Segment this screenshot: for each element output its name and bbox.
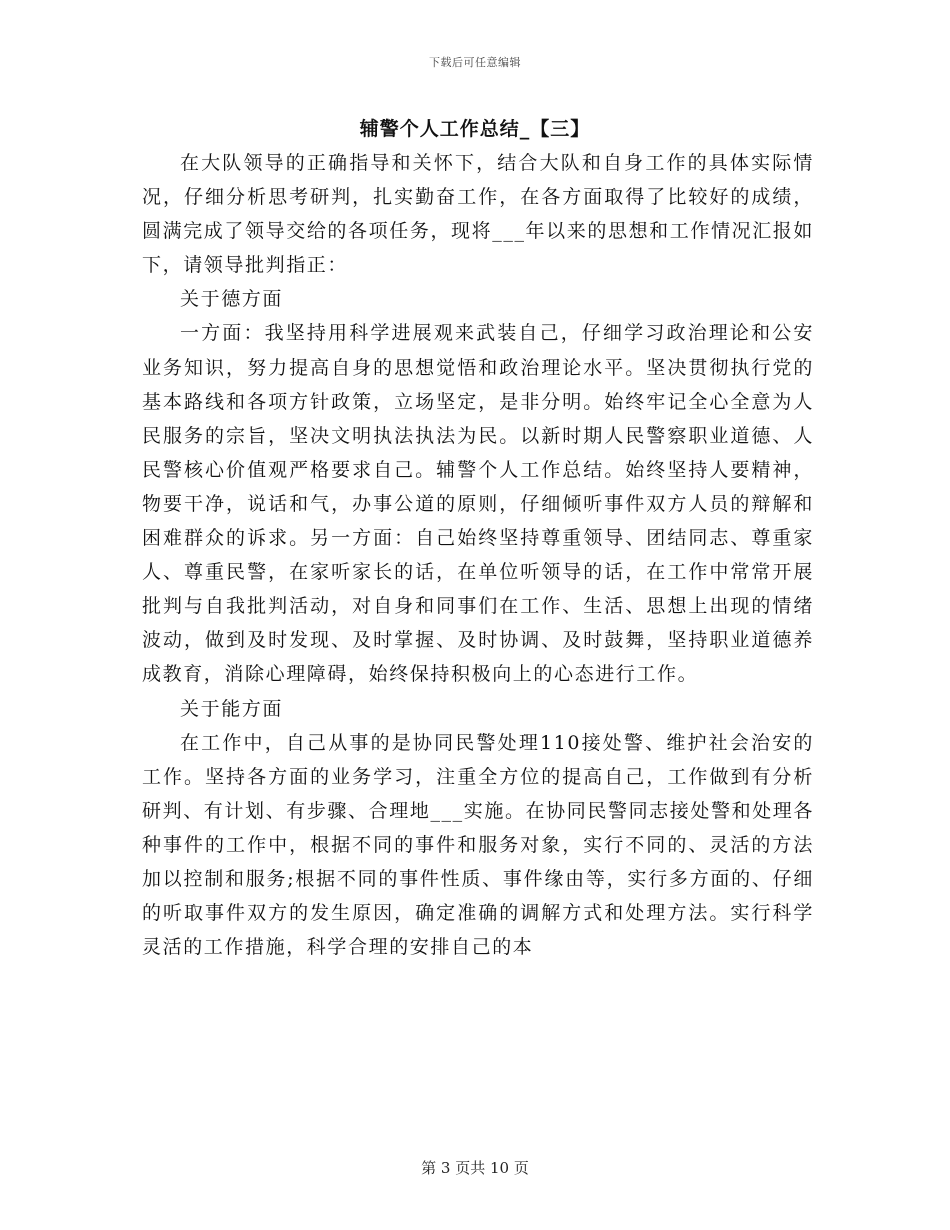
- paragraph-morality: 一方面：我坚持用科学进展观来武装自己，仔细学习政治理论和公安业务知识，努力提高自身的思想觉悟和政治理论水平。坚决贯彻执行党的基本路线和各项方针政策，立场坚定，是非分明。始终牢记全心全意为人民服务的宗旨，坚决文明执法执法为民。以新时期人民警察职业道德、人民警核心价值观严格要求自己。辅警个人工作总结。始终坚持人要精神，物要干净，说话和气，办事公道的原则，仔细倾听事件双方人员的辩解和困难群众的诉求。另一方面：自己始终坚持尊重领导、团结同志、尊重家人、尊重民警，在家听家长的话，在单位听领导的话，在工作中常常开展批判与自我批判活动，对自身和同事们在工作、生活、思想上出现的情绪波动，做到及时发现、及时掌握、及时协调、及时鼓舞，坚持职业道德养成教育，消除心理障碍，始终保持积极向上的心态进行工作。: [142, 322, 814, 686]
- paragraph-intro: 在大队领导的正确指导和关怀下，结合大队和自身工作的具体实际情况，仔细分析思考研判，扎实勤奋工作，在各方面取得了比较好的成绩，圆满完成了领导交给的各项任务，现将___年以来的思想和工作情况汇报如下，请领导批判指正：: [142, 152, 814, 277]
- document-title: 辅警个人工作总结_【三】: [359, 118, 591, 140]
- document-body: [142, 146, 814, 964]
- header-note: 下载后可任意编辑: [429, 56, 521, 69]
- page-number: 第 3 页共 10 页: [421, 1159, 529, 1177]
- section-heading-ability: 关于能方面: [180, 697, 284, 720]
- section-heading-morality: 关于德方面: [180, 288, 284, 311]
- paragraph-ability: 在工作中，自己从事的是协同民警处理110接处警、维护社会治安的工作。坚持各方面的业务学习，注重全方位的提高自己，工作做到有分析研判、有计划、有步骤、合理地___实施。在协同民警同志接处警和处理各种事件的工作中，根据不同的事件和服务对象，实行不同的、灵活的方法加以控制和服务;根据不同的事件性质、事件缘由等，实行多方面的、仔细的听取事件双方的发生原因，确定准确的调解方式和处理方法。实行科学灵活的工作措施，科学合理的安排自己的本: [142, 731, 814, 959]
- page-footer: [0, 1157, 950, 1178]
